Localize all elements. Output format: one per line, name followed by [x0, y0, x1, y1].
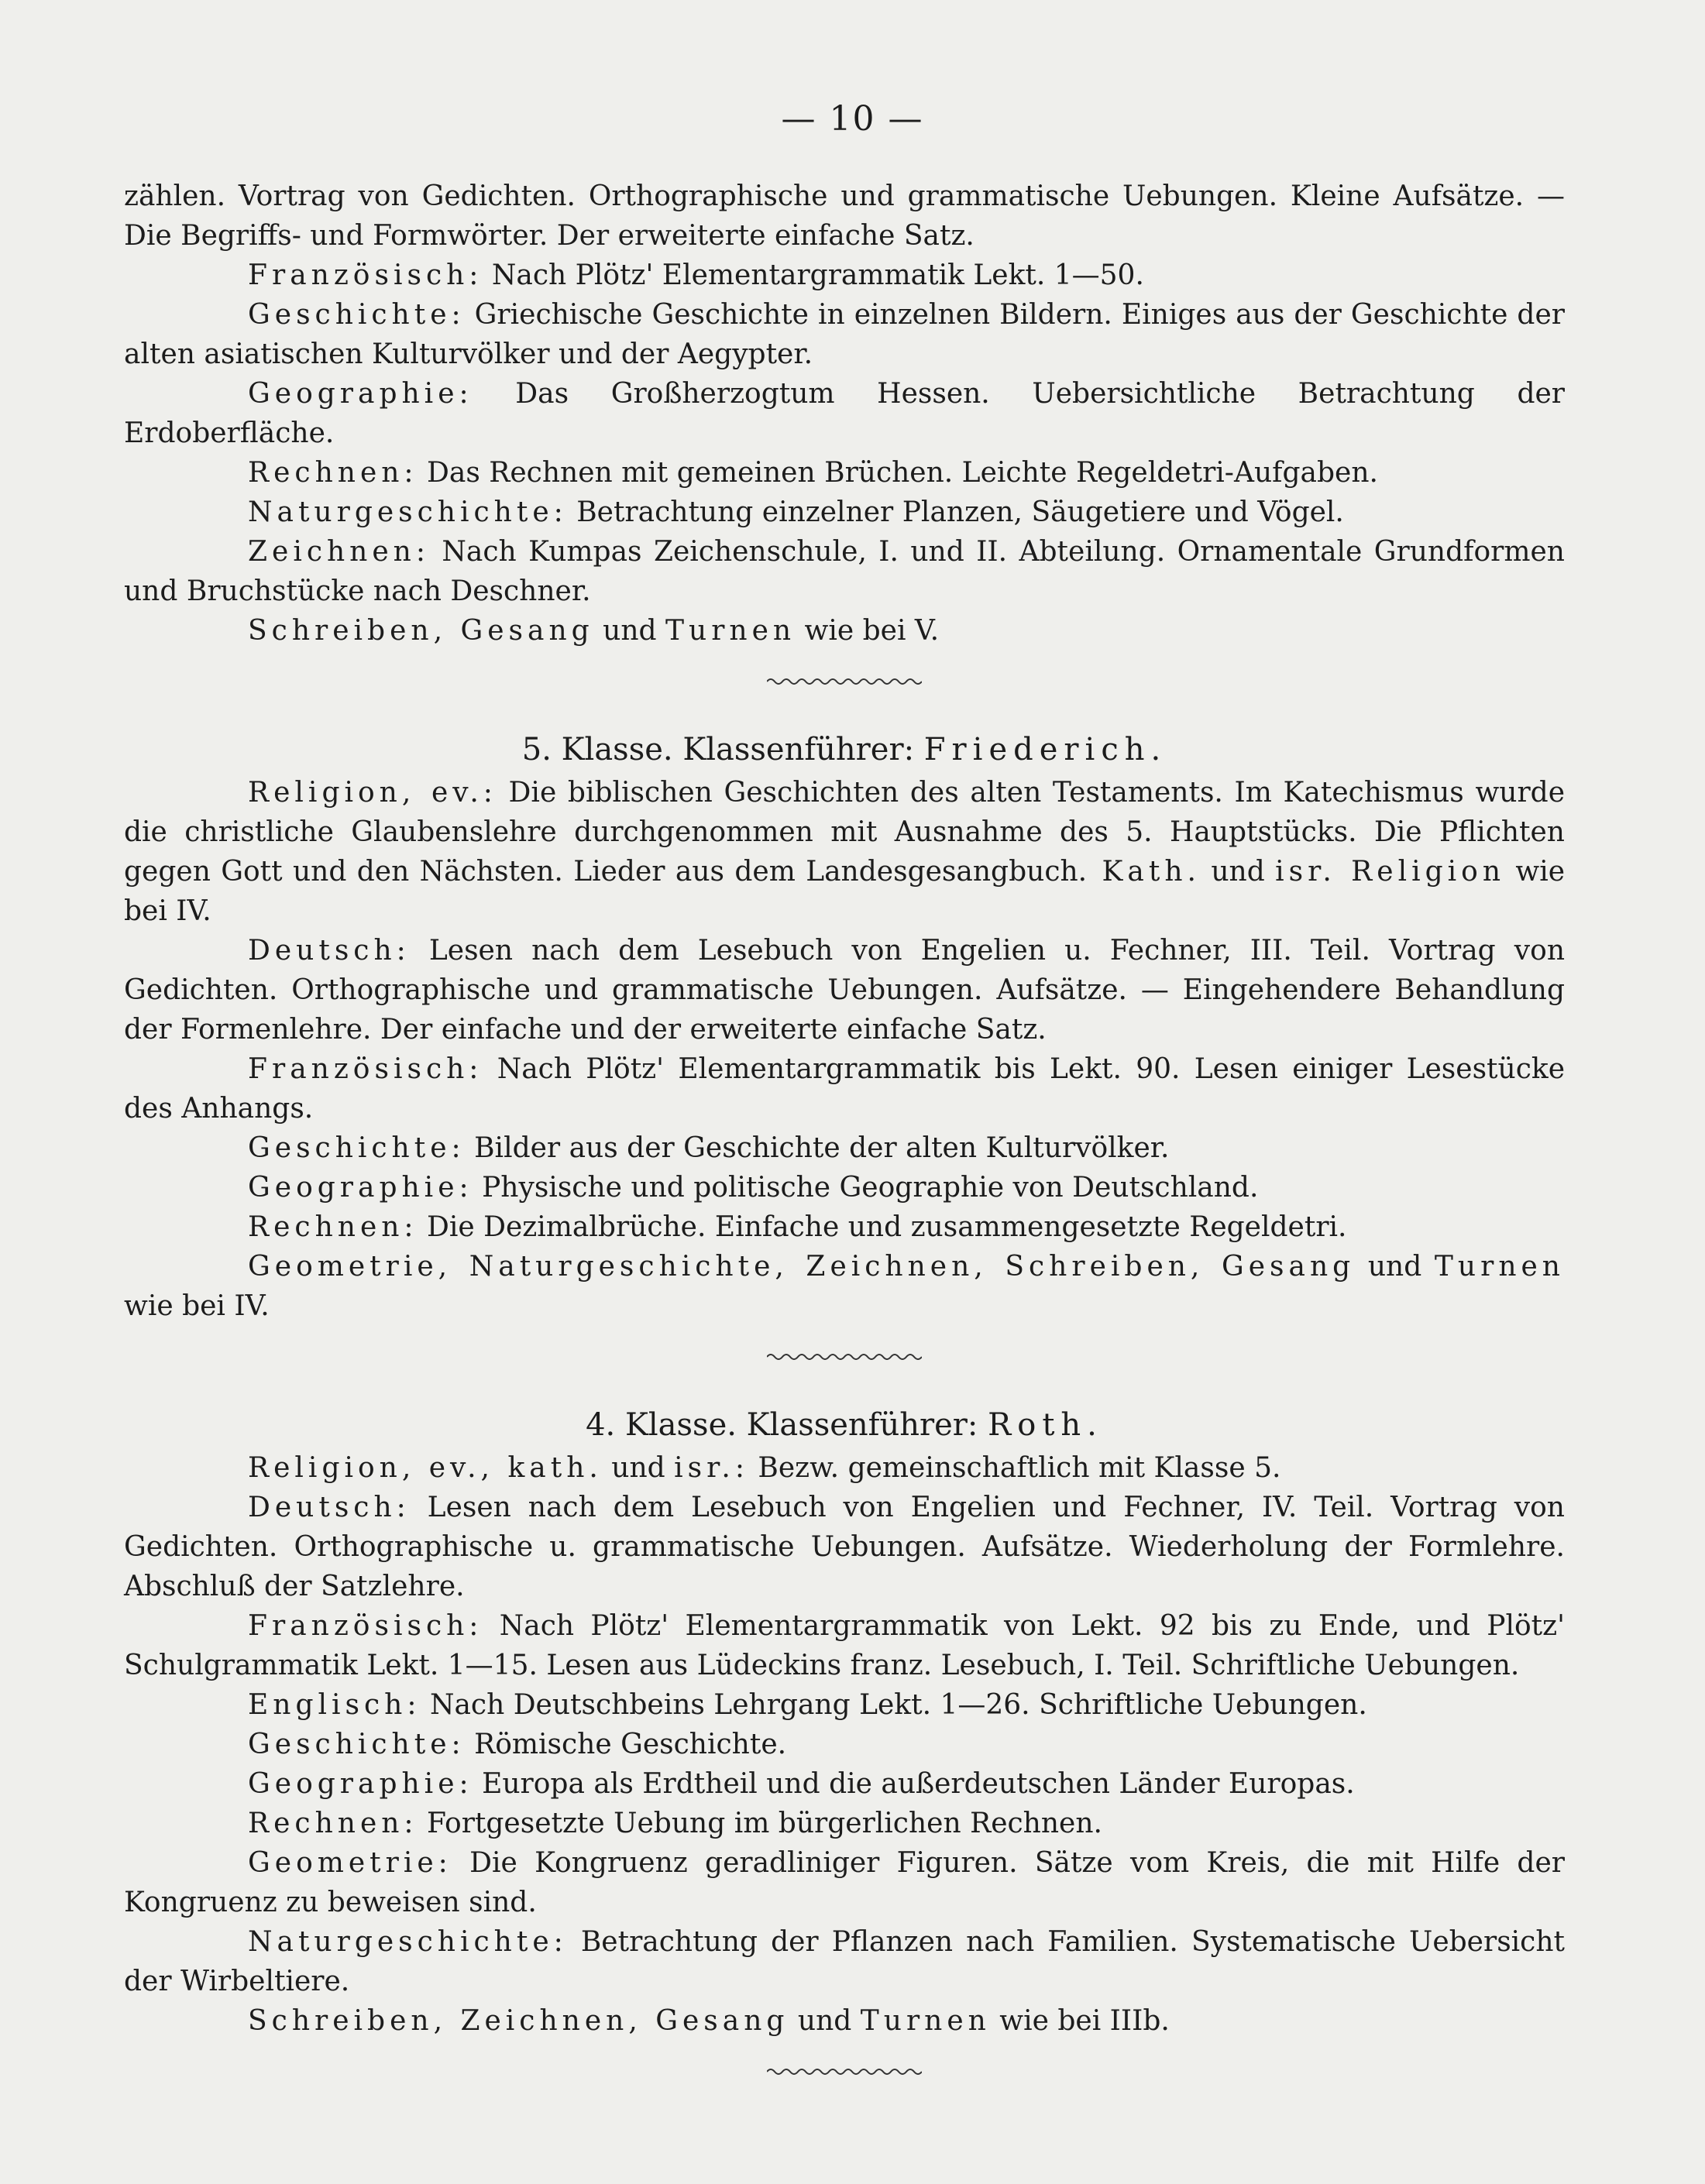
subject-englisch	[124, 1685, 1565, 1725]
subject-rechnen	[124, 1804, 1565, 1843]
subject-label: Englisch:	[248, 1689, 421, 1721]
subject-rechnen	[124, 1207, 1565, 1247]
subject-geschichte	[124, 1128, 1565, 1168]
subject-text: Nach Plötz' Elementargrammatik Lekt. 1—50.	[483, 259, 1144, 291]
leader-label: Klassenführer:	[682, 732, 915, 767]
subject-franzoesisch	[124, 1049, 1565, 1128]
subject-geschichte	[124, 1725, 1565, 1764]
subject-rechnen	[124, 453, 1565, 493]
subject-naturgeschichte	[124, 1922, 1565, 2001]
section-heading-class-4	[124, 1402, 1565, 1448]
subject-text: Lesen nach dem Lesebuch von Engelien u. Fechner, III. Teil. Vortrag von Gedichten. Orthographische und grammatische Uebungen. Aufsätze. — Eingehendere Behandlung der Formenlehre. Der einfache und der erweiterte einfache Satz.	[124, 935, 1565, 1046]
subject-label: Geographie:	[248, 1768, 473, 1800]
subject-zeichnen	[124, 532, 1565, 611]
subject-text: Römische Geschichte.	[465, 1729, 787, 1760]
subject-label: Kath.	[1087, 856, 1201, 888]
subject-text: Bilder aus der Geschichte der alten Kulturvölker.	[465, 1132, 1170, 1164]
subject-label: Geographie:	[248, 1172, 473, 1204]
subject-label: Deutsch:	[248, 935, 411, 967]
leader-label: Klassenführer:	[746, 1407, 978, 1443]
subject-text: Nach Plötz' Elementargrammatik von Lekt. 92 bis zu Ende, und Plötz' Schulgrammatik Lekt. 1—15. Lesen aus Lüdeckins franz. Lesebuch, I. Teil. Schriftliche Uebungen.	[124, 1610, 1565, 1681]
subject-label: Schreiben, Zeichnen, Gesang	[248, 2005, 789, 2037]
subject-text: und	[1200, 856, 1276, 888]
subject-label: Rechnen:	[248, 1808, 418, 1839]
subject-text: Betrachtung der Pflanzen nach Familien. Systematische Uebersicht der Wirbeltiere.	[124, 1926, 1565, 1997]
subject-geographie	[124, 374, 1565, 453]
subject-text: Die biblischen Geschichten des alten Testaments. Im Katechismus wurde die christliche Glaubenslehre durchgenommen mit Ausnahme des 5. Hauptstücks. Die Pflichten gegen Gott und den Nächsten. Lieder aus dem Landesgesangbuch.	[124, 777, 1565, 888]
leader-name: Friederich.	[923, 732, 1167, 767]
subject-text: Bezw. gemeinschaftlich mit Klasse 5.	[748, 1452, 1281, 1484]
subject-schreiben-gesang-turnen	[124, 611, 1565, 651]
subject-text: Fortgesetzte Uebung im bürgerlichen Rechnen.	[418, 1808, 1102, 1839]
subject-label: Naturgeschichte:	[248, 496, 568, 528]
subject-label: Geometrie, Naturgeschichte, Zeichnen, Schreiben, Gesang	[248, 1251, 1356, 1283]
subject-label: isr. Religion	[1275, 856, 1506, 888]
subject-label: Geschichte:	[248, 1132, 466, 1164]
subject-label: Geographie:	[248, 378, 473, 410]
subject-naturgeschichte	[124, 493, 1565, 532]
section-divider	[767, 677, 922, 686]
continuation-text: zählen. Vortrag von Gedichten. Orthographische und grammatische Uebungen. Kleine Aufsätze. — Die Begriffs- und Formwörter. Der erweiterte einfache Satz.	[124, 180, 1565, 252]
subject-schreiben-zeichnen-gesang-turnen	[124, 2001, 1565, 2041]
subject-label: Französisch:	[248, 259, 483, 291]
subject-label: Turnen	[665, 615, 796, 647]
subject-geometrie-etc	[124, 1247, 1565, 1326]
subject-label: Turnen	[1434, 1251, 1565, 1283]
section-heading-class-5	[124, 726, 1565, 773]
subject-label: Geschichte:	[248, 299, 466, 331]
subject-text: Die Kongruenz geradliniger Figuren. Sätze vom Kreis, die mit Hilfe der Kongruenz zu beweisen sind.	[124, 1847, 1565, 1918]
class-label: 5. Klasse.	[521, 732, 673, 767]
subject-geographie	[124, 1764, 1565, 1804]
subject-text: wie bei V.	[796, 615, 940, 647]
section-divider	[767, 2067, 922, 2076]
subject-geometrie	[124, 1843, 1565, 1922]
subject-text: Griechische Geschichte in einzelnen Bildern. Einiges aus der Geschichte der alten asiatischen Kulturvölker und der Aegypter.	[124, 299, 1565, 370]
subject-text: Die Dezimalbrüche. Einfache und zusammengesetzte Regeldetri.	[418, 1211, 1347, 1243]
subject-label: isr.:	[674, 1452, 749, 1484]
subject-label: Schreiben, Gesang	[248, 615, 594, 647]
subject-religion	[124, 1448, 1565, 1488]
subject-franzoesisch	[124, 256, 1565, 295]
subject-text: Das Rechnen mit gemeinen Brüchen. Leichte Regeldetri-Aufgaben.	[418, 457, 1378, 489]
subject-text: Nach Plötz' Elementargrammatik bis Lekt. 90. Lesen einiger Lesestücke des Anhangs.	[124, 1053, 1565, 1125]
subject-label: Rechnen:	[248, 457, 418, 489]
subject-label: Geschichte:	[248, 1729, 466, 1760]
subject-label: Naturgeschichte:	[248, 1926, 568, 1958]
leader-name: Roth.	[988, 1407, 1103, 1443]
subject-label: Religion, ev., kath.	[248, 1452, 603, 1484]
subject-text: und	[789, 2005, 861, 2037]
subject-deutsch	[124, 931, 1565, 1049]
subject-text: Physische und politische Geographie von Deutschland.	[473, 1172, 1259, 1204]
section-divider	[767, 1352, 922, 1362]
page-content	[124, 177, 1565, 2076]
subject-geographie	[124, 1168, 1565, 1207]
subject-religion	[124, 773, 1565, 931]
subject-text: wie bei IV.	[124, 1290, 270, 1322]
subject-label: Religion, ev.:	[248, 777, 497, 809]
subject-text: und	[1355, 1251, 1435, 1283]
subject-text: wie bei IV.	[124, 856, 1566, 927]
subject-text: und	[602, 1452, 675, 1484]
subject-franzoesisch	[124, 1606, 1565, 1685]
subject-text: Das Großherzogtum Hessen. Uebersichtliche Betrachtung der Erdoberfläche.	[124, 378, 1565, 449]
subject-text: Europa als Erdtheil und die außerdeutschen Länder Europas.	[473, 1768, 1355, 1800]
subject-text: wie bei IIIb.	[990, 2005, 1170, 2037]
subject-label: Französisch:	[248, 1053, 483, 1085]
class-label: 4. Klasse.	[586, 1407, 737, 1443]
subject-text: Nach Deutschbeins Lehrgang Lekt. 1—26. Schriftliche Uebungen.	[421, 1689, 1367, 1721]
subject-text: Lesen nach dem Lesebuch von Engelien und Fechner, IV. Teil. Vortrag von Gedichten. Orthographische u. grammatische Uebungen. Aufsätze. Wiederholung der Formlehre. Abschluß der Satzlehre.	[124, 1492, 1565, 1602]
subject-label: Turnen	[860, 2005, 991, 2037]
subject-text: Betrachtung einzelner Planzen, Säugetiere und Vögel.	[567, 496, 1344, 528]
subject-label: Französisch:	[248, 1610, 483, 1642]
subject-label: Zeichnen:	[248, 536, 430, 568]
page-number: — 10 —	[781, 99, 924, 139]
subject-label: Rechnen:	[248, 1211, 418, 1243]
subject-text: Nach Kumpas Zeichenschule, I. und II. Abteilung. Ornamentale Grundformen und Bruchstücke nach Deschner.	[124, 536, 1565, 607]
subject-label: Deutsch:	[248, 1492, 411, 1523]
subject-deutsch	[124, 1488, 1565, 1606]
subject-text: und	[593, 615, 666, 647]
subject-geschichte	[124, 295, 1565, 374]
subject-label: Geometrie:	[248, 1847, 452, 1879]
